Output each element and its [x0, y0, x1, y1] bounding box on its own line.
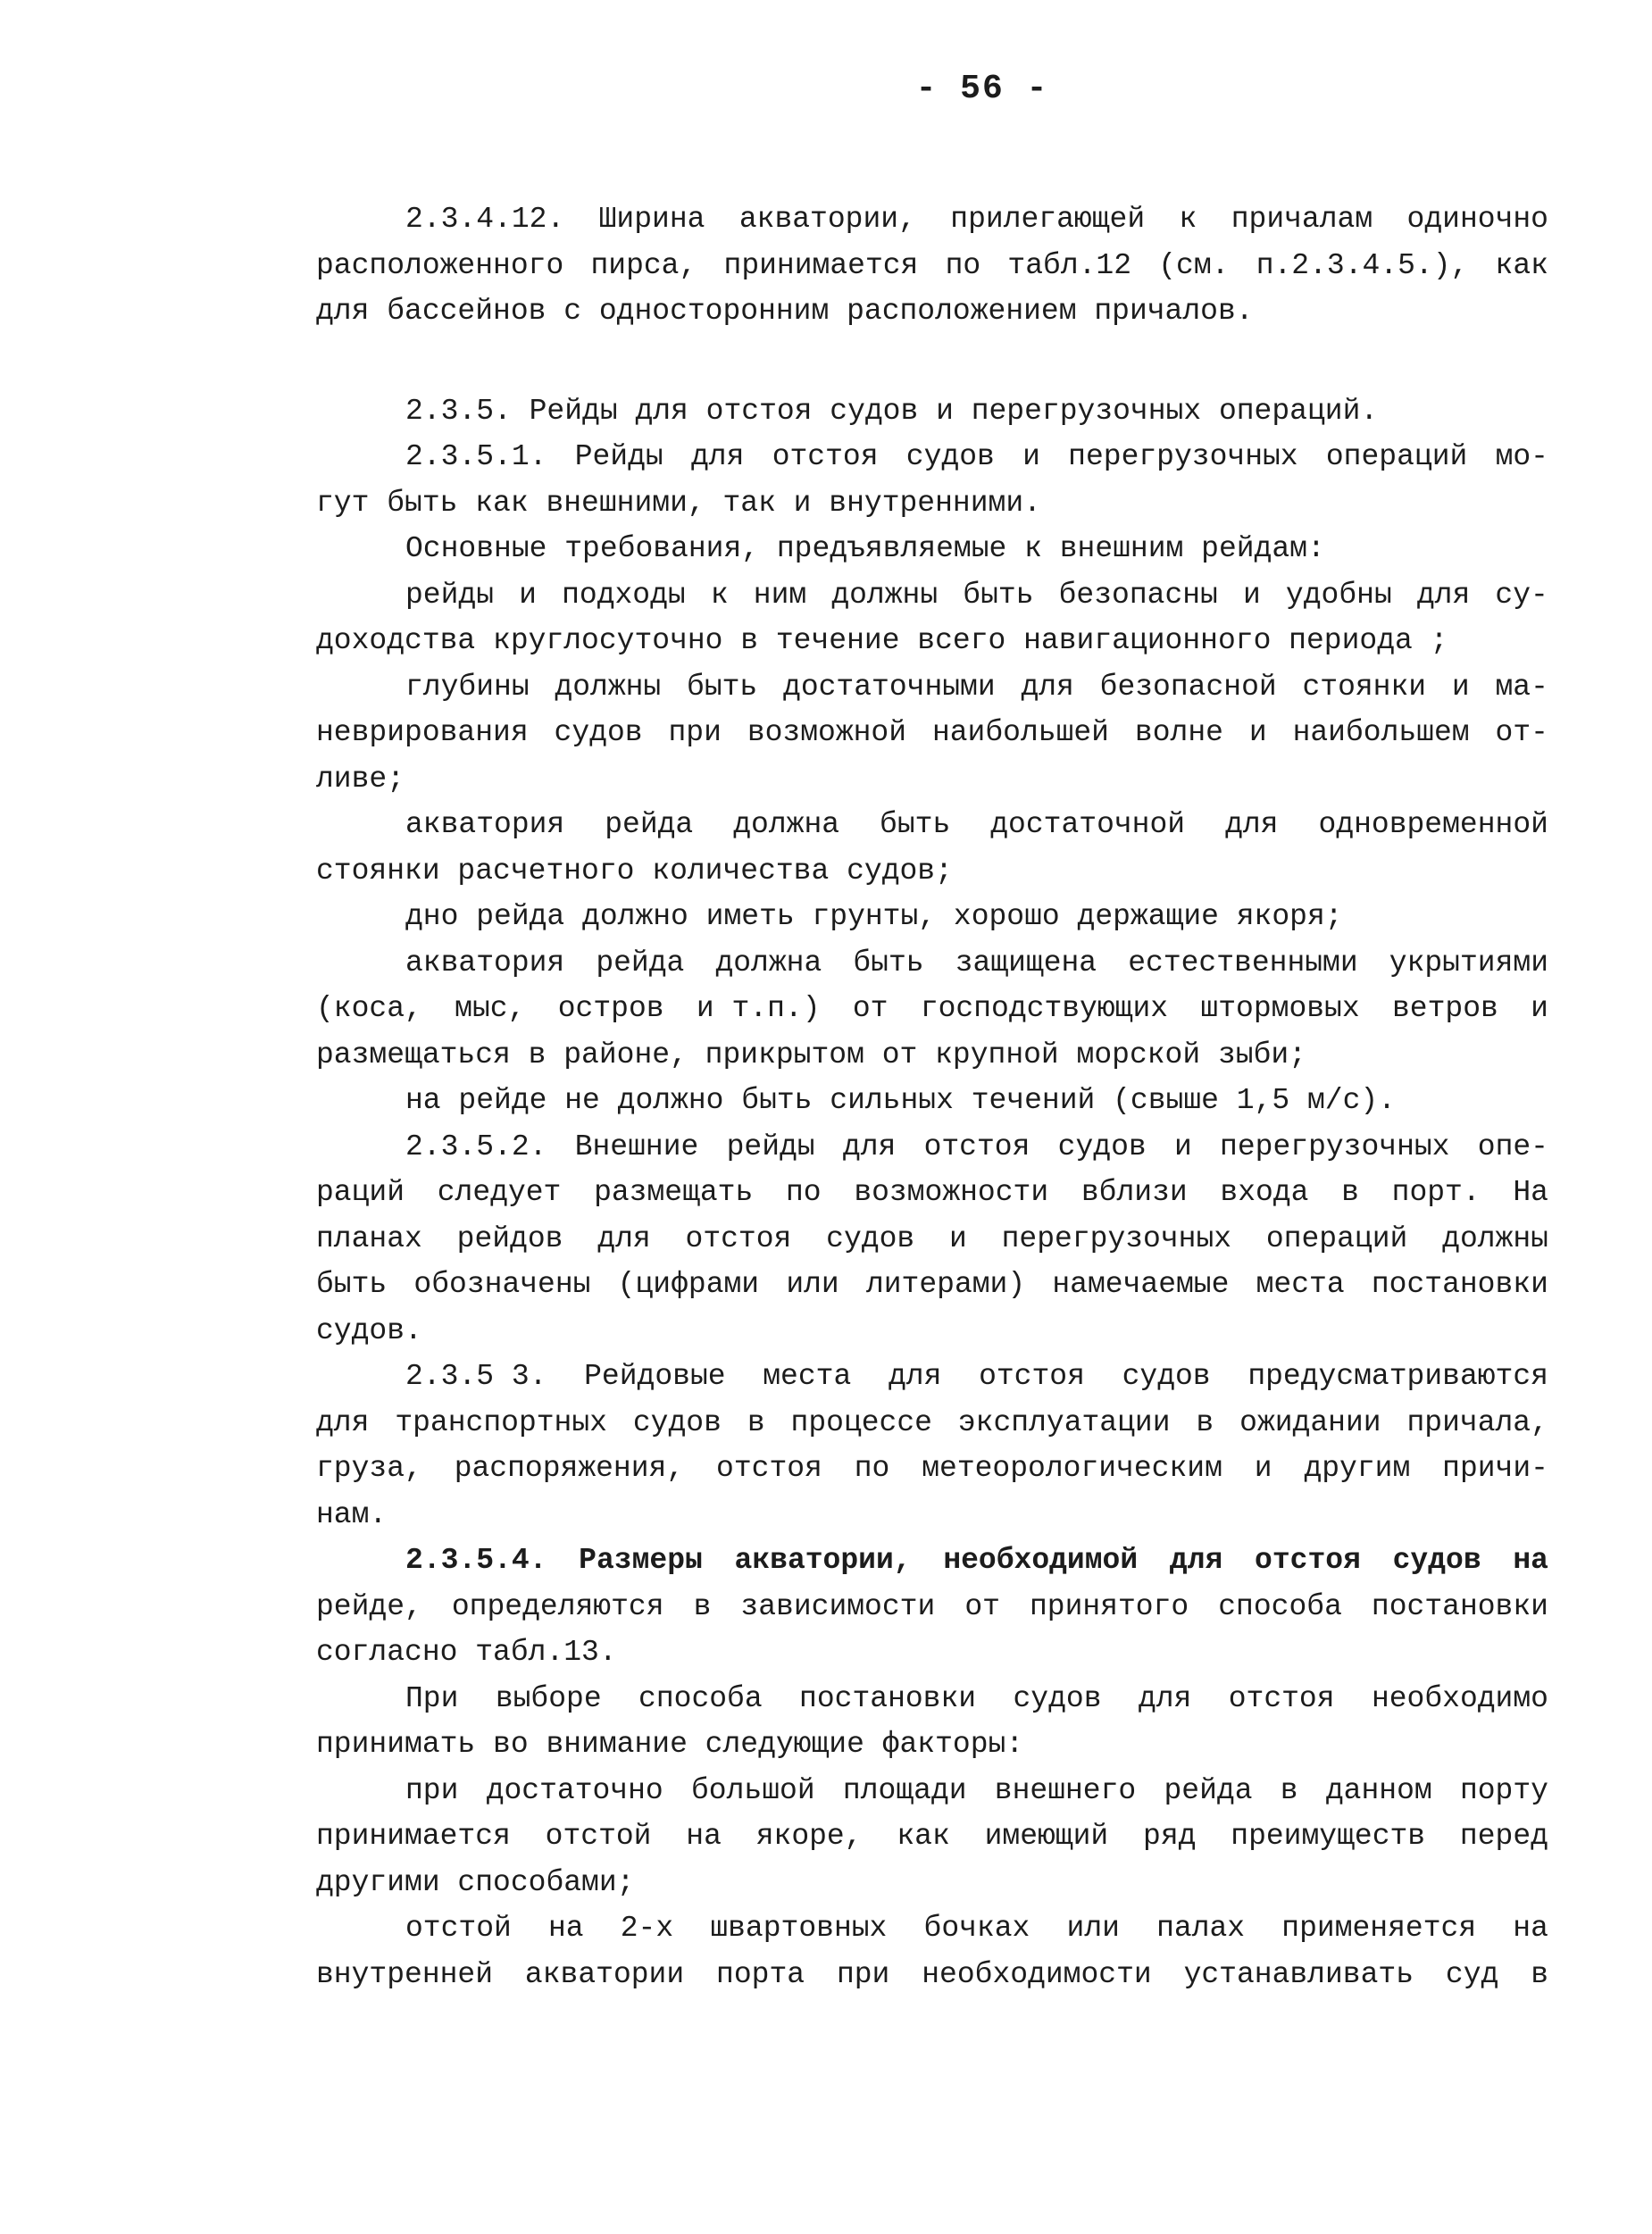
text-word: перегрузочных	[1001, 1221, 1232, 1255]
text-word: при	[836, 1957, 890, 1991]
text-word: согласно табл.13.	[316, 1636, 617, 1669]
page-number: - 56 -	[915, 70, 1049, 108]
text-word: 2.3.5.4.	[405, 1544, 547, 1577]
text-word: процессе	[790, 1405, 932, 1439]
text-word: Ширина	[598, 203, 705, 236]
text-word: на	[686, 1820, 722, 1853]
text-line	[316, 940, 1548, 987]
text-line	[316, 526, 1548, 572]
text-word: должна	[733, 808, 840, 841]
text-word: табл.12	[1007, 248, 1132, 282]
text-word: постановки	[799, 1681, 977, 1715]
text-word: для	[316, 1405, 370, 1439]
text-word: ма-	[1495, 670, 1548, 704]
text-word: (цифрами	[617, 1268, 760, 1301]
text-word: от	[964, 1589, 1000, 1623]
text-word: для	[842, 1130, 897, 1163]
text-word: судов	[1057, 1130, 1147, 1163]
text-word: отстоя	[772, 440, 879, 473]
text-word: укрытиями	[1389, 946, 1548, 979]
text-word: наибольшей	[931, 716, 1109, 749]
text-word: опе-	[1477, 1130, 1548, 1163]
text-word: естественными	[1128, 946, 1358, 979]
text-word: отстоя	[979, 1360, 1085, 1393]
text-word: нам.	[316, 1497, 388, 1531]
text-line	[316, 1124, 1548, 1171]
text-word: места	[763, 1360, 852, 1393]
text-word: внешнего	[994, 1773, 1137, 1807]
text-word: должна	[715, 946, 822, 979]
text-word: внутренней	[316, 1957, 494, 1991]
text-word: в	[1341, 1176, 1359, 1209]
text-word: необходимо	[1371, 1681, 1548, 1715]
text-word: рейдов	[456, 1221, 563, 1255]
text-word: для	[1138, 1681, 1192, 1715]
text-word: устанавливать	[1183, 1957, 1414, 1991]
text-word: ожидании	[1239, 1405, 1381, 1439]
text-word: другим	[1304, 1452, 1411, 1485]
text-word: должны	[831, 578, 939, 612]
text-word: для	[597, 1221, 651, 1255]
text-word: защищена	[955, 946, 1097, 979]
text-line	[316, 1308, 1548, 1355]
text-word: принимается	[316, 1820, 511, 1853]
text-word: должны	[555, 670, 662, 704]
text-word: акватории	[524, 1957, 685, 1991]
text-line	[316, 664, 1548, 711]
text-word: ливе;	[316, 762, 405, 796]
text-word: прилегающей	[950, 203, 1146, 236]
text-word: порта	[716, 1957, 805, 1991]
text-word: су-	[1495, 578, 1548, 612]
text-line	[316, 1078, 1548, 1124]
text-word: применяется	[1281, 1912, 1477, 1945]
text-word: отстоя	[685, 1221, 792, 1255]
text-word: планах	[316, 1221, 422, 1255]
text-word: ветров	[1392, 992, 1498, 1025]
text-word: остров	[557, 992, 664, 1025]
text-word: транспортных	[395, 1405, 607, 1439]
text-word: суд	[1445, 1957, 1499, 1991]
text-word: швартовных	[710, 1912, 888, 1945]
text-word: бочках	[923, 1912, 1030, 1945]
text-word: способа	[1218, 1589, 1342, 1623]
text-line	[316, 1813, 1548, 1860]
text-word: в	[1196, 1405, 1214, 1439]
text-word: судов.	[316, 1313, 422, 1347]
text-word: Рейды	[574, 440, 663, 473]
text-word: При	[405, 1681, 459, 1715]
text-line	[316, 1630, 1548, 1676]
text-line	[316, 802, 1548, 848]
text-line	[316, 243, 1548, 289]
text-word: зависимости	[740, 1589, 936, 1623]
text-word: раций	[316, 1176, 405, 1209]
text-word: достаточно	[486, 1773, 663, 1807]
text-word: причи-	[1442, 1452, 1548, 1485]
text-line	[316, 1492, 1548, 1538]
text-word: 2.3.5.1.	[405, 440, 547, 473]
text-word: и	[1254, 1452, 1272, 1485]
text-word: акватории,	[738, 203, 916, 236]
text-line	[316, 1860, 1548, 1906]
text-word: ряд	[1143, 1820, 1197, 1853]
text-word: акватории,	[734, 1544, 912, 1577]
text-line	[316, 618, 1548, 664]
text-word: по	[945, 248, 981, 282]
text-word: на рейде не должно быть сильных течений (свыше 1,5 м/с).	[405, 1084, 1396, 1117]
text-word: рейды	[405, 578, 495, 612]
text-word: одновременной	[1318, 808, 1548, 841]
text-word: постановки	[1371, 1268, 1548, 1301]
text-line	[316, 1676, 1548, 1722]
text-word: на	[1513, 1544, 1548, 1577]
text-word: перегрузочных	[1068, 440, 1298, 473]
text-word: п.2.3.4.5.),	[1256, 248, 1469, 282]
text-word: метеорологическим	[922, 1452, 1222, 1485]
text-word: для	[1169, 1544, 1223, 1577]
text-word: перегрузочных	[1220, 1130, 1450, 1163]
text-word: отстоя	[1228, 1681, 1335, 1715]
text-line	[316, 1584, 1548, 1630]
text-word: господствующих	[920, 992, 1169, 1025]
text-word: и	[519, 578, 537, 612]
text-line	[316, 572, 1548, 619]
text-line	[316, 1446, 1548, 1492]
text-line	[316, 1262, 1548, 1308]
text-line	[316, 848, 1548, 895]
text-line	[316, 1952, 1548, 1998]
text-word: пирса,	[590, 248, 697, 282]
text-word: мыс,	[455, 992, 526, 1025]
text-word: на	[547, 1912, 584, 1945]
text-word: для бассейнов с односторонним расположением причалов.	[316, 295, 1254, 328]
text-word: и	[1451, 670, 1470, 704]
text-word: и т.п.)	[696, 992, 821, 1025]
text-word: судов	[826, 1221, 915, 1255]
text-word: обозначены	[413, 1268, 591, 1301]
text-word: выборе	[495, 1681, 602, 1715]
text-word: входа	[1220, 1176, 1309, 1209]
text-word: размещаться в районе, прикрытом от крупной морской зыби;	[316, 1038, 1306, 1071]
text-word: палах	[1156, 1912, 1246, 1945]
text-word: стоянки	[1302, 670, 1427, 704]
text-word: дно рейда должно иметь грунты, хорошо держащие якоря;	[405, 900, 1343, 933]
text-word: от	[852, 992, 889, 1025]
text-line	[316, 1905, 1548, 1952]
text-word: к	[710, 578, 729, 612]
text-word: ним	[753, 578, 807, 612]
text-line	[316, 1032, 1548, 1079]
text-word: площади	[842, 1773, 967, 1807]
text-word: операций	[1325, 440, 1468, 473]
text-word: достаточной	[990, 808, 1186, 841]
text-line	[316, 288, 1548, 335]
text-word: преимуществ	[1231, 1820, 1426, 1853]
text-word: судов	[554, 716, 643, 749]
text-word: отстоя	[716, 1452, 822, 1485]
text-word: глубины	[405, 670, 530, 704]
text-word: и	[1531, 992, 1548, 1025]
text-word: и	[1242, 578, 1261, 612]
text-line	[316, 756, 1548, 803]
text-word: Основные требования, предъявляемые к внешним рейдам:	[405, 532, 1325, 565]
text-word: имеющий	[984, 1820, 1109, 1853]
text-word: и	[1248, 716, 1267, 749]
text-line	[316, 1354, 1548, 1400]
text-word: судов	[1122, 1360, 1211, 1393]
text-word: следует	[437, 1176, 562, 1209]
document-body	[316, 196, 1548, 1997]
text-line	[316, 1170, 1548, 1216]
text-word: при	[668, 716, 722, 749]
text-word: волне	[1134, 716, 1223, 749]
text-word: от-	[1495, 716, 1548, 749]
text-word: в	[1531, 1957, 1548, 1991]
text-word: в	[1280, 1773, 1298, 1807]
text-word: причалам	[1231, 203, 1373, 236]
text-word: необходимости	[922, 1957, 1152, 1991]
text-word: в	[747, 1405, 765, 1439]
text-line	[316, 1216, 1548, 1263]
text-word: вблизи	[1080, 1176, 1188, 1209]
text-word: 2.3.5. Рейды для отстоя судов и перегрузочных операций.	[405, 394, 1379, 428]
text-word: необходимой	[943, 1544, 1139, 1577]
text-word: (коса,	[316, 992, 422, 1025]
text-word: намечаемые	[1052, 1268, 1230, 1301]
text-word: порт.	[1391, 1176, 1481, 1209]
text-line	[316, 196, 1548, 243]
text-word: и	[1173, 1130, 1192, 1163]
text-word: Размеры	[579, 1544, 703, 1577]
text-word: рейда	[1164, 1773, 1253, 1807]
text-word: для	[691, 440, 745, 473]
text-word: постановки	[1371, 1589, 1548, 1623]
text-word: по	[854, 1452, 890, 1485]
text-word: в	[693, 1589, 712, 1623]
text-word: возможной	[747, 716, 907, 749]
text-line	[316, 986, 1548, 1032]
text-word: эксплуатации	[957, 1405, 1171, 1439]
text-word: подходы	[562, 578, 686, 612]
text-word: большой	[691, 1773, 815, 1807]
text-word: На	[1513, 1176, 1548, 1209]
text-word: операций	[1265, 1221, 1408, 1255]
text-line	[316, 710, 1548, 756]
text-line	[316, 1400, 1548, 1446]
text-word: предусматриваются	[1247, 1360, 1548, 1393]
text-word: удобны	[1285, 578, 1392, 612]
text-word: или	[786, 1268, 839, 1301]
text-word: должны	[1442, 1221, 1548, 1255]
text-word: распоряжения,	[454, 1452, 685, 1485]
text-word: быть	[963, 578, 1034, 612]
text-word: мо-	[1495, 440, 1548, 473]
text-word: безопасны	[1058, 578, 1218, 612]
paragraph-gap	[316, 335, 1548, 388]
text-word: отстоя	[923, 1130, 1030, 1163]
text-word: акватория	[405, 946, 565, 979]
text-line	[316, 894, 1548, 940]
text-word: рейды	[726, 1130, 815, 1163]
text-line	[316, 388, 1548, 435]
text-word: причала,	[1406, 1405, 1548, 1439]
text-word: как	[897, 1820, 950, 1853]
text-word: расположенного	[316, 248, 564, 282]
text-word: Внешние	[574, 1130, 699, 1163]
text-word: рейде,	[316, 1589, 422, 1623]
text-word: отстоя	[1255, 1544, 1361, 1577]
text-word: 2.3.5 3.	[405, 1360, 547, 1393]
text-word: порту	[1459, 1773, 1548, 1807]
text-word: для	[888, 1360, 942, 1393]
text-word: как	[1495, 248, 1548, 282]
text-word: принимать во внимание следующие факторы:	[316, 1728, 1024, 1761]
text-word: для	[1225, 808, 1279, 841]
text-word: судов	[1013, 1681, 1102, 1715]
text-word: достаточными	[783, 670, 996, 704]
text-word: по	[786, 1176, 822, 1209]
text-word: при	[405, 1773, 459, 1807]
text-word: гут быть как внешними, так и внутренними.	[316, 486, 1041, 520]
text-word: якоре,	[755, 1820, 863, 1853]
text-line	[316, 1721, 1548, 1768]
text-word: отстой	[405, 1912, 512, 1945]
text-word: принятого	[1029, 1589, 1189, 1623]
text-word: груза,	[316, 1452, 422, 1485]
text-word: Рейдовые	[584, 1360, 726, 1393]
text-word: 2.3.5.2.	[405, 1130, 547, 1163]
text-word: одиночно	[1406, 203, 1548, 236]
text-word: к	[1179, 203, 1197, 236]
text-word: наибольшем	[1292, 716, 1470, 749]
text-word: определяются	[451, 1589, 664, 1623]
text-word: неврирования	[316, 716, 529, 749]
text-word: другими способами;	[316, 1865, 635, 1899]
text-word: места	[1256, 1268, 1345, 1301]
text-word: возможности	[854, 1176, 1049, 1209]
text-word: быть	[316, 1268, 388, 1301]
text-word: способа	[638, 1681, 763, 1715]
text-word: размещать	[594, 1176, 754, 1209]
text-word: штормовых	[1200, 992, 1360, 1025]
text-word: отстой	[545, 1820, 652, 1853]
text-word: перед	[1459, 1820, 1548, 1853]
text-word: рейда	[596, 946, 685, 979]
text-word: рейда	[605, 808, 694, 841]
text-word: быть	[880, 808, 951, 841]
text-line	[316, 1768, 1548, 1814]
text-word: на	[1513, 1912, 1548, 1945]
text-word: судов	[1392, 1544, 1481, 1577]
text-word: принимается	[723, 248, 919, 282]
text-word: судов	[905, 440, 995, 473]
text-word: и	[1022, 440, 1040, 473]
text-line	[316, 480, 1548, 527]
text-word: быть	[687, 670, 758, 704]
text-word: 2.3.4.12.	[405, 203, 565, 236]
text-word: или	[1066, 1912, 1120, 1945]
text-word: для	[1021, 670, 1074, 704]
text-word: для	[1416, 578, 1471, 612]
text-word: 2-х	[620, 1912, 674, 1945]
text-word: судов	[632, 1405, 722, 1439]
text-word: (см.	[1158, 248, 1230, 282]
text-word: быть	[853, 946, 924, 979]
text-line	[316, 434, 1548, 480]
text-word: доходства круглосуточно в течение всего навигационного периода ;	[316, 624, 1448, 657]
text-word: акватория	[405, 808, 565, 841]
text-word: стоянки расчетного количества судов;	[316, 854, 953, 888]
text-word: и	[949, 1221, 967, 1255]
text-word: литерами)	[865, 1268, 1026, 1301]
text-line	[316, 1538, 1548, 1584]
text-word: безопасной	[1099, 670, 1277, 704]
text-word: данном	[1325, 1773, 1432, 1807]
